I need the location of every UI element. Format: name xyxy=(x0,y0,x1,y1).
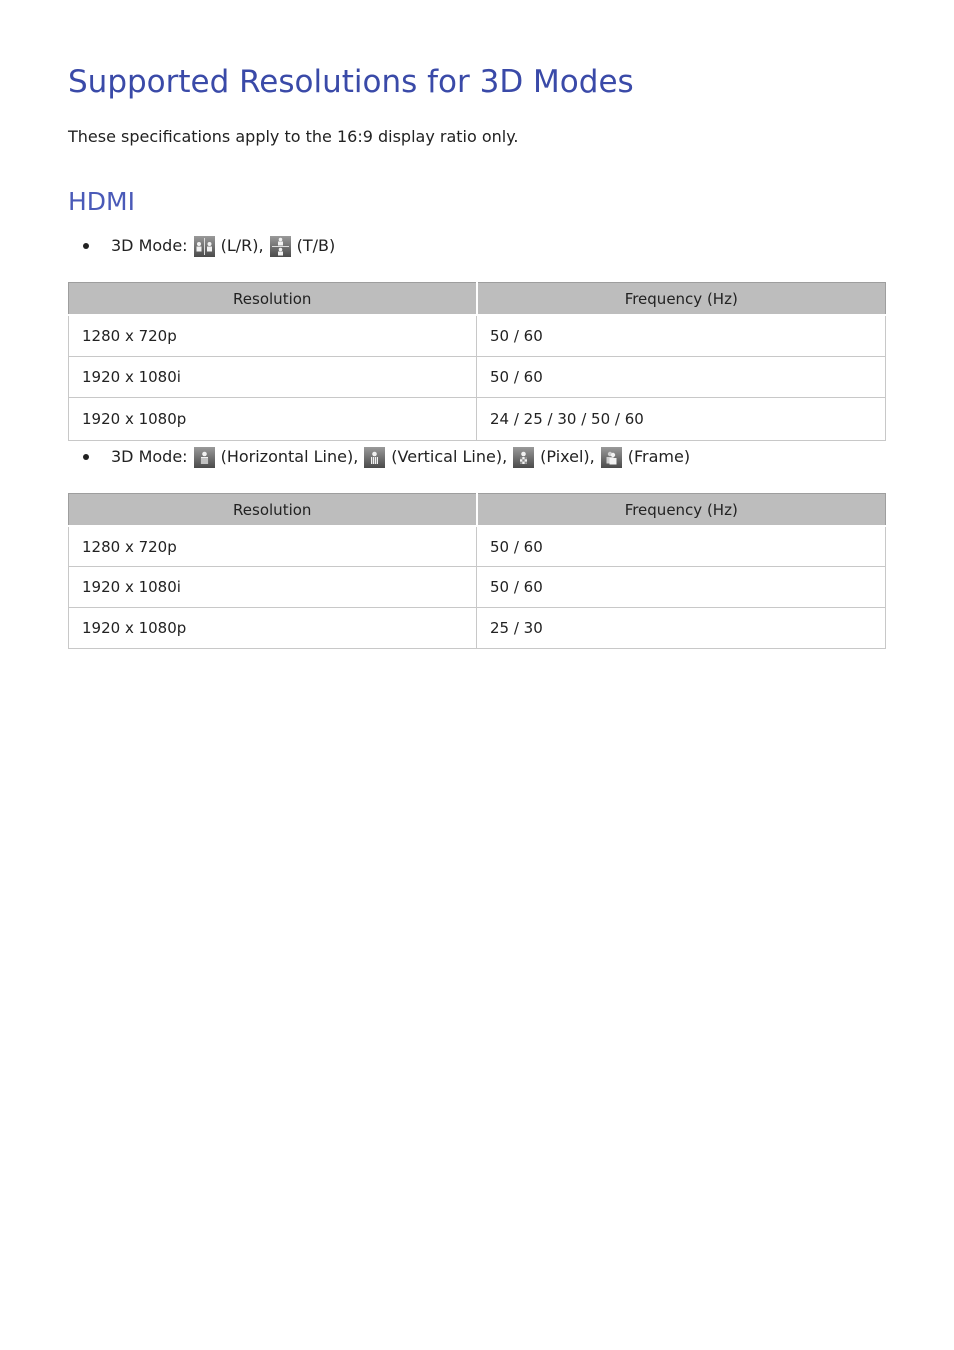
cell-resolution: 1920 x 1080p xyxy=(69,608,477,649)
cell-frequency: 50 / 60 xyxy=(477,357,886,398)
cell-resolution: 1920 x 1080i xyxy=(69,567,477,608)
horizontal-line-3d-icon xyxy=(194,447,215,468)
table-header-row xyxy=(69,283,886,316)
cell-frequency: 50 / 60 xyxy=(477,526,886,567)
cell-resolution: 1920 x 1080p xyxy=(69,398,477,441)
cell-resolution: 1280 x 720p xyxy=(69,526,477,567)
table-row xyxy=(69,526,886,567)
side-by-side-3d-icon xyxy=(194,236,215,257)
column-header-resolution: Resolution xyxy=(69,283,477,316)
cell-resolution: 1920 x 1080i xyxy=(69,357,477,398)
page-title: Supported Resolutions for 3D Modes xyxy=(68,64,634,100)
bullet-dot xyxy=(83,454,89,460)
cell-frequency: 25 / 30 xyxy=(477,608,886,649)
table-row xyxy=(69,315,886,357)
column-header-resolution: Resolution xyxy=(69,494,477,527)
top-bottom-3d-icon xyxy=(270,236,291,257)
bullet-3d-mode-line-pixel-frame xyxy=(80,445,690,469)
vertical-line-3d-icon xyxy=(364,447,385,468)
bullet-3d-mode-lr-tb xyxy=(80,234,335,258)
resolution-table-1 xyxy=(68,282,886,441)
intro-text: These specifications apply to the 16:9 display ratio only. xyxy=(68,127,519,146)
cell-frequency: 50 / 60 xyxy=(477,567,886,608)
mode-label-pixel: (Pixel), xyxy=(540,447,595,466)
section-heading-hdmi: HDMI xyxy=(68,187,135,216)
column-header-frequency: Frequency (Hz) xyxy=(477,283,886,316)
frame-3d-icon xyxy=(601,447,622,468)
pixel-3d-icon xyxy=(513,447,534,468)
resolution-table-2 xyxy=(68,493,886,649)
mode-label-frame: (Frame) xyxy=(627,447,691,466)
bullet-dot xyxy=(83,243,89,249)
table-row xyxy=(69,357,886,398)
cell-frequency: 50 / 60 xyxy=(477,315,886,357)
bullet-prefix: 3D Mode: xyxy=(111,447,188,466)
table-row xyxy=(69,608,886,649)
mode-label-lr: (L/R), xyxy=(220,236,264,255)
cell-resolution: 1280 x 720p xyxy=(69,315,477,357)
mode-label-vertical-line: (Vertical Line), xyxy=(391,447,508,466)
table-header-row xyxy=(69,494,886,527)
column-header-frequency: Frequency (Hz) xyxy=(477,494,886,527)
bullet-prefix: 3D Mode: xyxy=(111,236,188,255)
mode-label-horizontal-line: (Horizontal Line), xyxy=(220,447,359,466)
mode-label-tb: (T/B) xyxy=(296,236,336,255)
table-row xyxy=(69,398,886,441)
cell-frequency: 24 / 25 / 30 / 50 / 60 xyxy=(477,398,886,441)
table-row xyxy=(69,567,886,608)
